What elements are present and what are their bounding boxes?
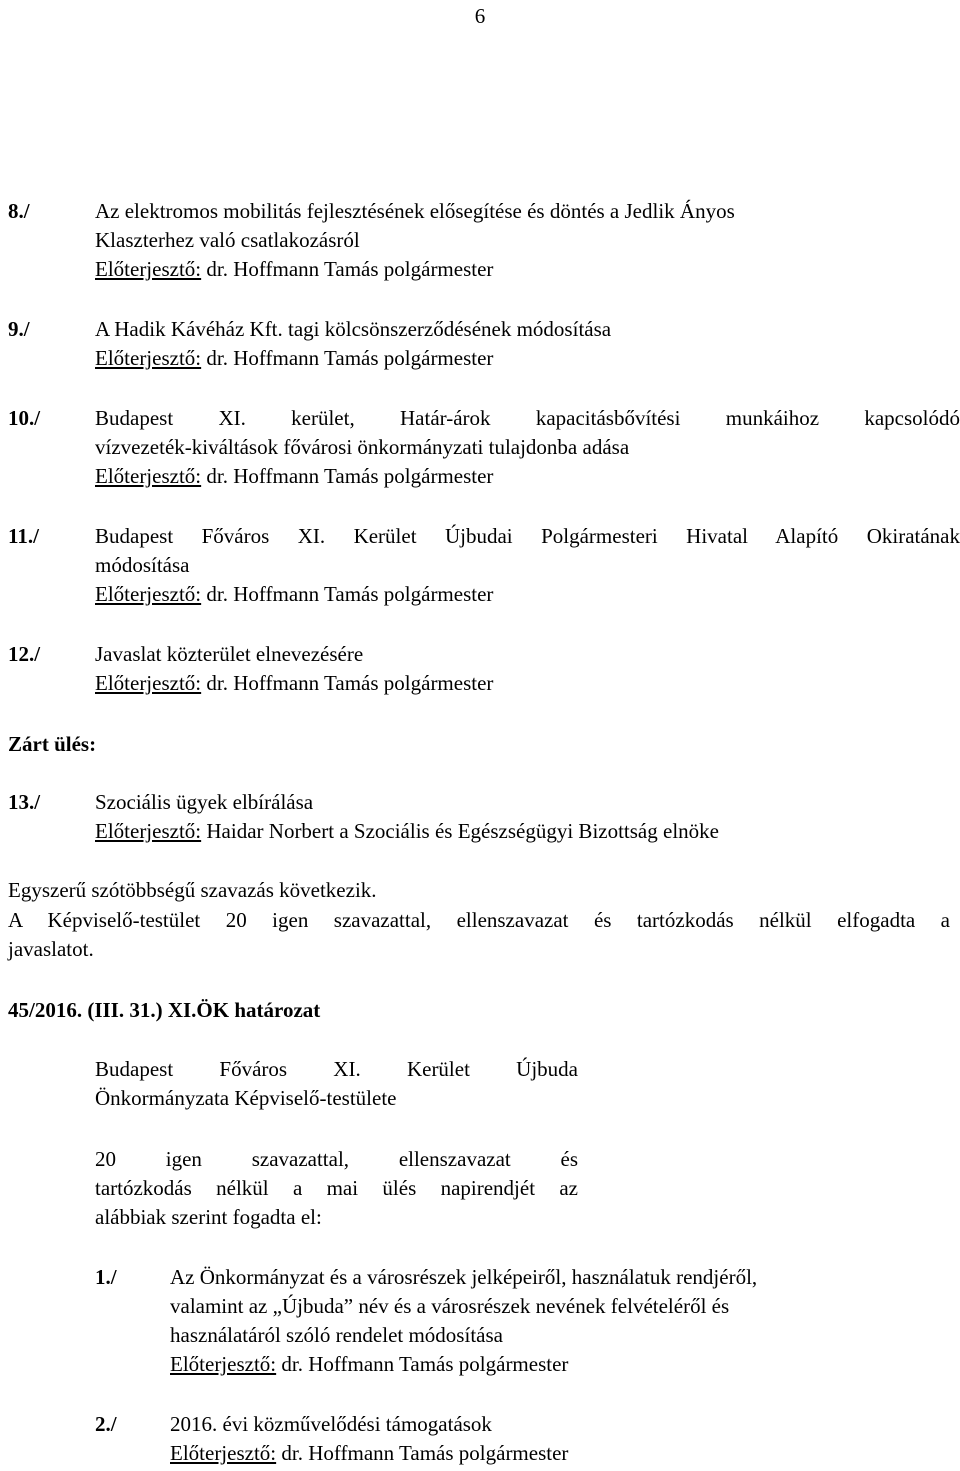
- vote-result-line: A Képviselő-testület 20 igen szavazattal, ellenszavazat és tartózkodás nélkül elfogadta a: [8, 908, 950, 932]
- presenter-line: [95, 344, 960, 373]
- item-title-line: Az Önkormányzat és a városrészek jelképeiről, használatuk rendjéről,: [170, 1265, 758, 1289]
- presenter-name: dr. Hoffmann Tamás polgármester: [201, 464, 494, 488]
- vote-note: Egyszerű szótöbbségű szavazás következik.: [8, 878, 377, 902]
- closed-session-heading: Zárt ülés:: [8, 732, 97, 756]
- item-body: [95, 640, 960, 698]
- presenter-label: Előterjesztő:: [170, 1352, 277, 1376]
- item-title-line: Szociális ügyek elbírálása: [95, 790, 314, 814]
- presenter-label: Előterjesztő:: [95, 346, 202, 370]
- decision-title: 45/2016. (III. 31.) XI.ÖK határozat: [8, 998, 321, 1022]
- decision-body-vote: [95, 1145, 578, 1232]
- presenter-name: dr. Hoffmann Tamás polgármester: [276, 1441, 569, 1465]
- presenter-name: dr. Hoffmann Tamás polgármester: [201, 346, 494, 370]
- presenter-name: Haidar Norbert a Szociális és Egészségügyi Bizottság elnöke: [201, 819, 719, 843]
- item-body: [95, 522, 960, 609]
- item-number: 13./: [8, 790, 41, 814]
- item-title-line: Klaszterhez való csatlakozásról: [95, 228, 360, 252]
- item-number: 10./: [8, 406, 41, 430]
- decision-line: tartózkodás nélkül a mai ülés napirendjét az: [95, 1176, 578, 1200]
- item-title-line: vízvezeték-kiváltások fővárosi önkormányzati tulajdonba adása: [95, 435, 630, 459]
- item-title-line: valamint az „Újbuda” név és a városrészek nevének felvételéről és: [170, 1294, 730, 1318]
- item-number: 12./: [8, 642, 41, 666]
- presenter-line: [95, 817, 960, 846]
- decision-line: Budapest Főváros XI. Kerület Újbuda: [95, 1057, 578, 1081]
- item-title-line: Budapest XI. kerület, Határ-árok kapacitásbővítési munkáihoz kapcsolódó: [95, 406, 960, 430]
- presenter-name: dr. Hoffmann Tamás polgármester: [201, 671, 494, 695]
- item-body: [95, 197, 960, 284]
- presenter-label: Előterjesztő:: [95, 257, 202, 281]
- presenter-name: dr. Hoffmann Tamás polgármester: [201, 257, 494, 281]
- vote-result-line: javaslatot.: [8, 937, 94, 961]
- decision-line: Önkormányzata Képviselő-testülete: [95, 1086, 397, 1110]
- presenter-line: [95, 669, 960, 698]
- item-body: [95, 404, 960, 491]
- item-title-line: módosítása: [95, 553, 190, 577]
- item-number: 11./: [8, 524, 39, 548]
- page-number: 6: [474, 4, 486, 28]
- presenter-label: Előterjesztő:: [95, 819, 202, 843]
- presenter-label: Előterjesztő:: [170, 1441, 277, 1465]
- presenter-label: Előterjesztő:: [95, 582, 202, 606]
- decision-body-issuer: [95, 1055, 578, 1113]
- presenter-line: [95, 255, 960, 284]
- presenter-line: [95, 462, 960, 491]
- item-title-line: Javaslat közterület elnevezésére: [95, 642, 364, 666]
- item-number: 8./: [8, 199, 30, 223]
- item-title-line: használatáról szóló rendelet módosítása: [170, 1323, 503, 1347]
- item-title-line: Budapest Főváros XI. Kerület Újbudai Polgármesteri Hivatal Alapító Okiratának: [95, 524, 960, 548]
- item-title-line: Az elektromos mobilitás fejlesztésének elősegítése és döntés a Jedlik Ányos: [95, 199, 735, 223]
- item-title-line: A Hadik Kávéház Kft. tagi kölcsönszerződésének módosítása: [95, 317, 612, 341]
- item-number: 2./: [95, 1412, 117, 1436]
- item-body: [95, 315, 960, 373]
- decision-line: 20 igen szavazattal, ellenszavazat és: [95, 1147, 578, 1171]
- item-body: [170, 1263, 895, 1379]
- presenter-label: Előterjesztő:: [95, 671, 202, 695]
- presenter-line: [170, 1350, 895, 1379]
- vote-result: [8, 906, 950, 964]
- presenter-label: Előterjesztő:: [95, 464, 202, 488]
- presenter-name: dr. Hoffmann Tamás polgármester: [276, 1352, 569, 1376]
- item-title-line: 2016. évi közművelődési támogatások: [170, 1412, 492, 1436]
- presenter-line: [95, 580, 960, 609]
- presenter-line: [170, 1439, 895, 1468]
- decision-line: alábbiak szerint fogadta el:: [95, 1205, 322, 1229]
- presenter-name: dr. Hoffmann Tamás polgármester: [201, 582, 494, 606]
- item-number: 1./: [95, 1265, 117, 1289]
- item-number: 9./: [8, 317, 30, 341]
- item-body: [170, 1410, 895, 1468]
- item-body: [95, 788, 960, 846]
